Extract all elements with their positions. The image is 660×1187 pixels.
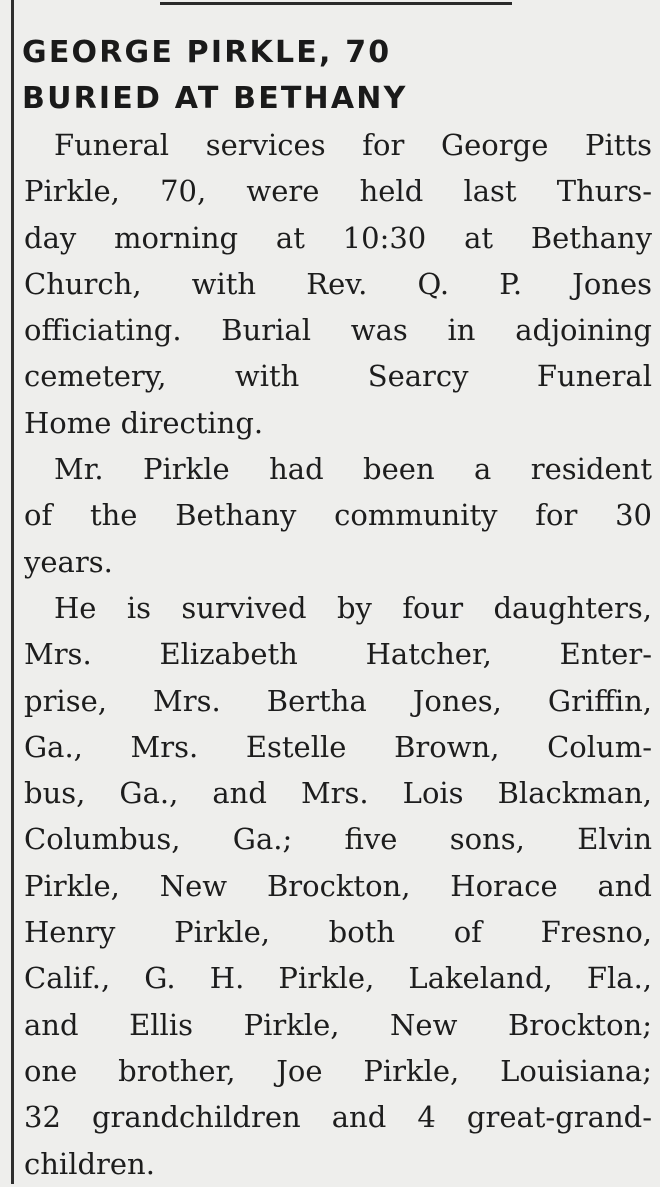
headline-line-2: BURIED AT BETHANY	[22, 81, 408, 116]
paragraph-residence	[24, 446, 652, 585]
text-line: Home directing.	[24, 405, 264, 440]
top-rule	[160, 2, 512, 5]
text-line: 32 grandchildren and 4 great-grand-	[24, 1100, 652, 1135]
headline-line-1: GEORGE PIRKLE, 70	[22, 35, 392, 70]
text-line: and Ellis Pirkle, New Brockton;	[24, 1007, 652, 1042]
text-line: children.	[24, 1146, 155, 1181]
text-line: He is survived by four daughters,	[54, 590, 652, 625]
text-line: day morning at 10:30 at Bethany	[24, 220, 652, 255]
text-line: cemetery, with Searcy Funeral	[24, 359, 652, 394]
text-line: Henry Pirkle, both of Fresno,	[24, 915, 652, 950]
text-line: years.	[24, 544, 113, 579]
text-line: bus, Ga., and Mrs. Lois Blackman,	[24, 776, 652, 811]
text-line: Pirkle, New Brockton, Horace and	[24, 868, 652, 903]
text-line: Church, with Rev. Q. P. Jones	[24, 266, 652, 301]
text-line: officiating. Burial was in adjoining	[24, 313, 652, 348]
column-rule	[11, 0, 14, 1184]
article-body	[24, 122, 652, 1187]
text-line: one brother, Joe Pirkle, Louisiana;	[24, 1053, 652, 1088]
text-line: Ga., Mrs. Estelle Brown, Colum-	[24, 729, 652, 764]
text-line: Mrs. Elizabeth Hatcher, Enter-	[24, 637, 652, 672]
text-line: Funeral services for George Pitts	[54, 128, 652, 162]
paragraph-funeral-services	[24, 122, 652, 446]
text-line: Columbus, Ga.; five sons, Elvin	[24, 822, 652, 857]
headline	[22, 30, 642, 122]
paragraph-survivors	[24, 585, 652, 1187]
text-line: Pirkle, 70, were held last Thurs-	[24, 174, 652, 209]
text-line: Calif., G. H. Pirkle, Lakeland, Fla.,	[24, 961, 652, 996]
text-line: prise, Mrs. Bertha Jones, Griffin,	[24, 683, 652, 718]
text-line: of the Bethany community for 30	[24, 498, 652, 533]
text-line: Mr. Pirkle had been a resident	[54, 452, 652, 487]
